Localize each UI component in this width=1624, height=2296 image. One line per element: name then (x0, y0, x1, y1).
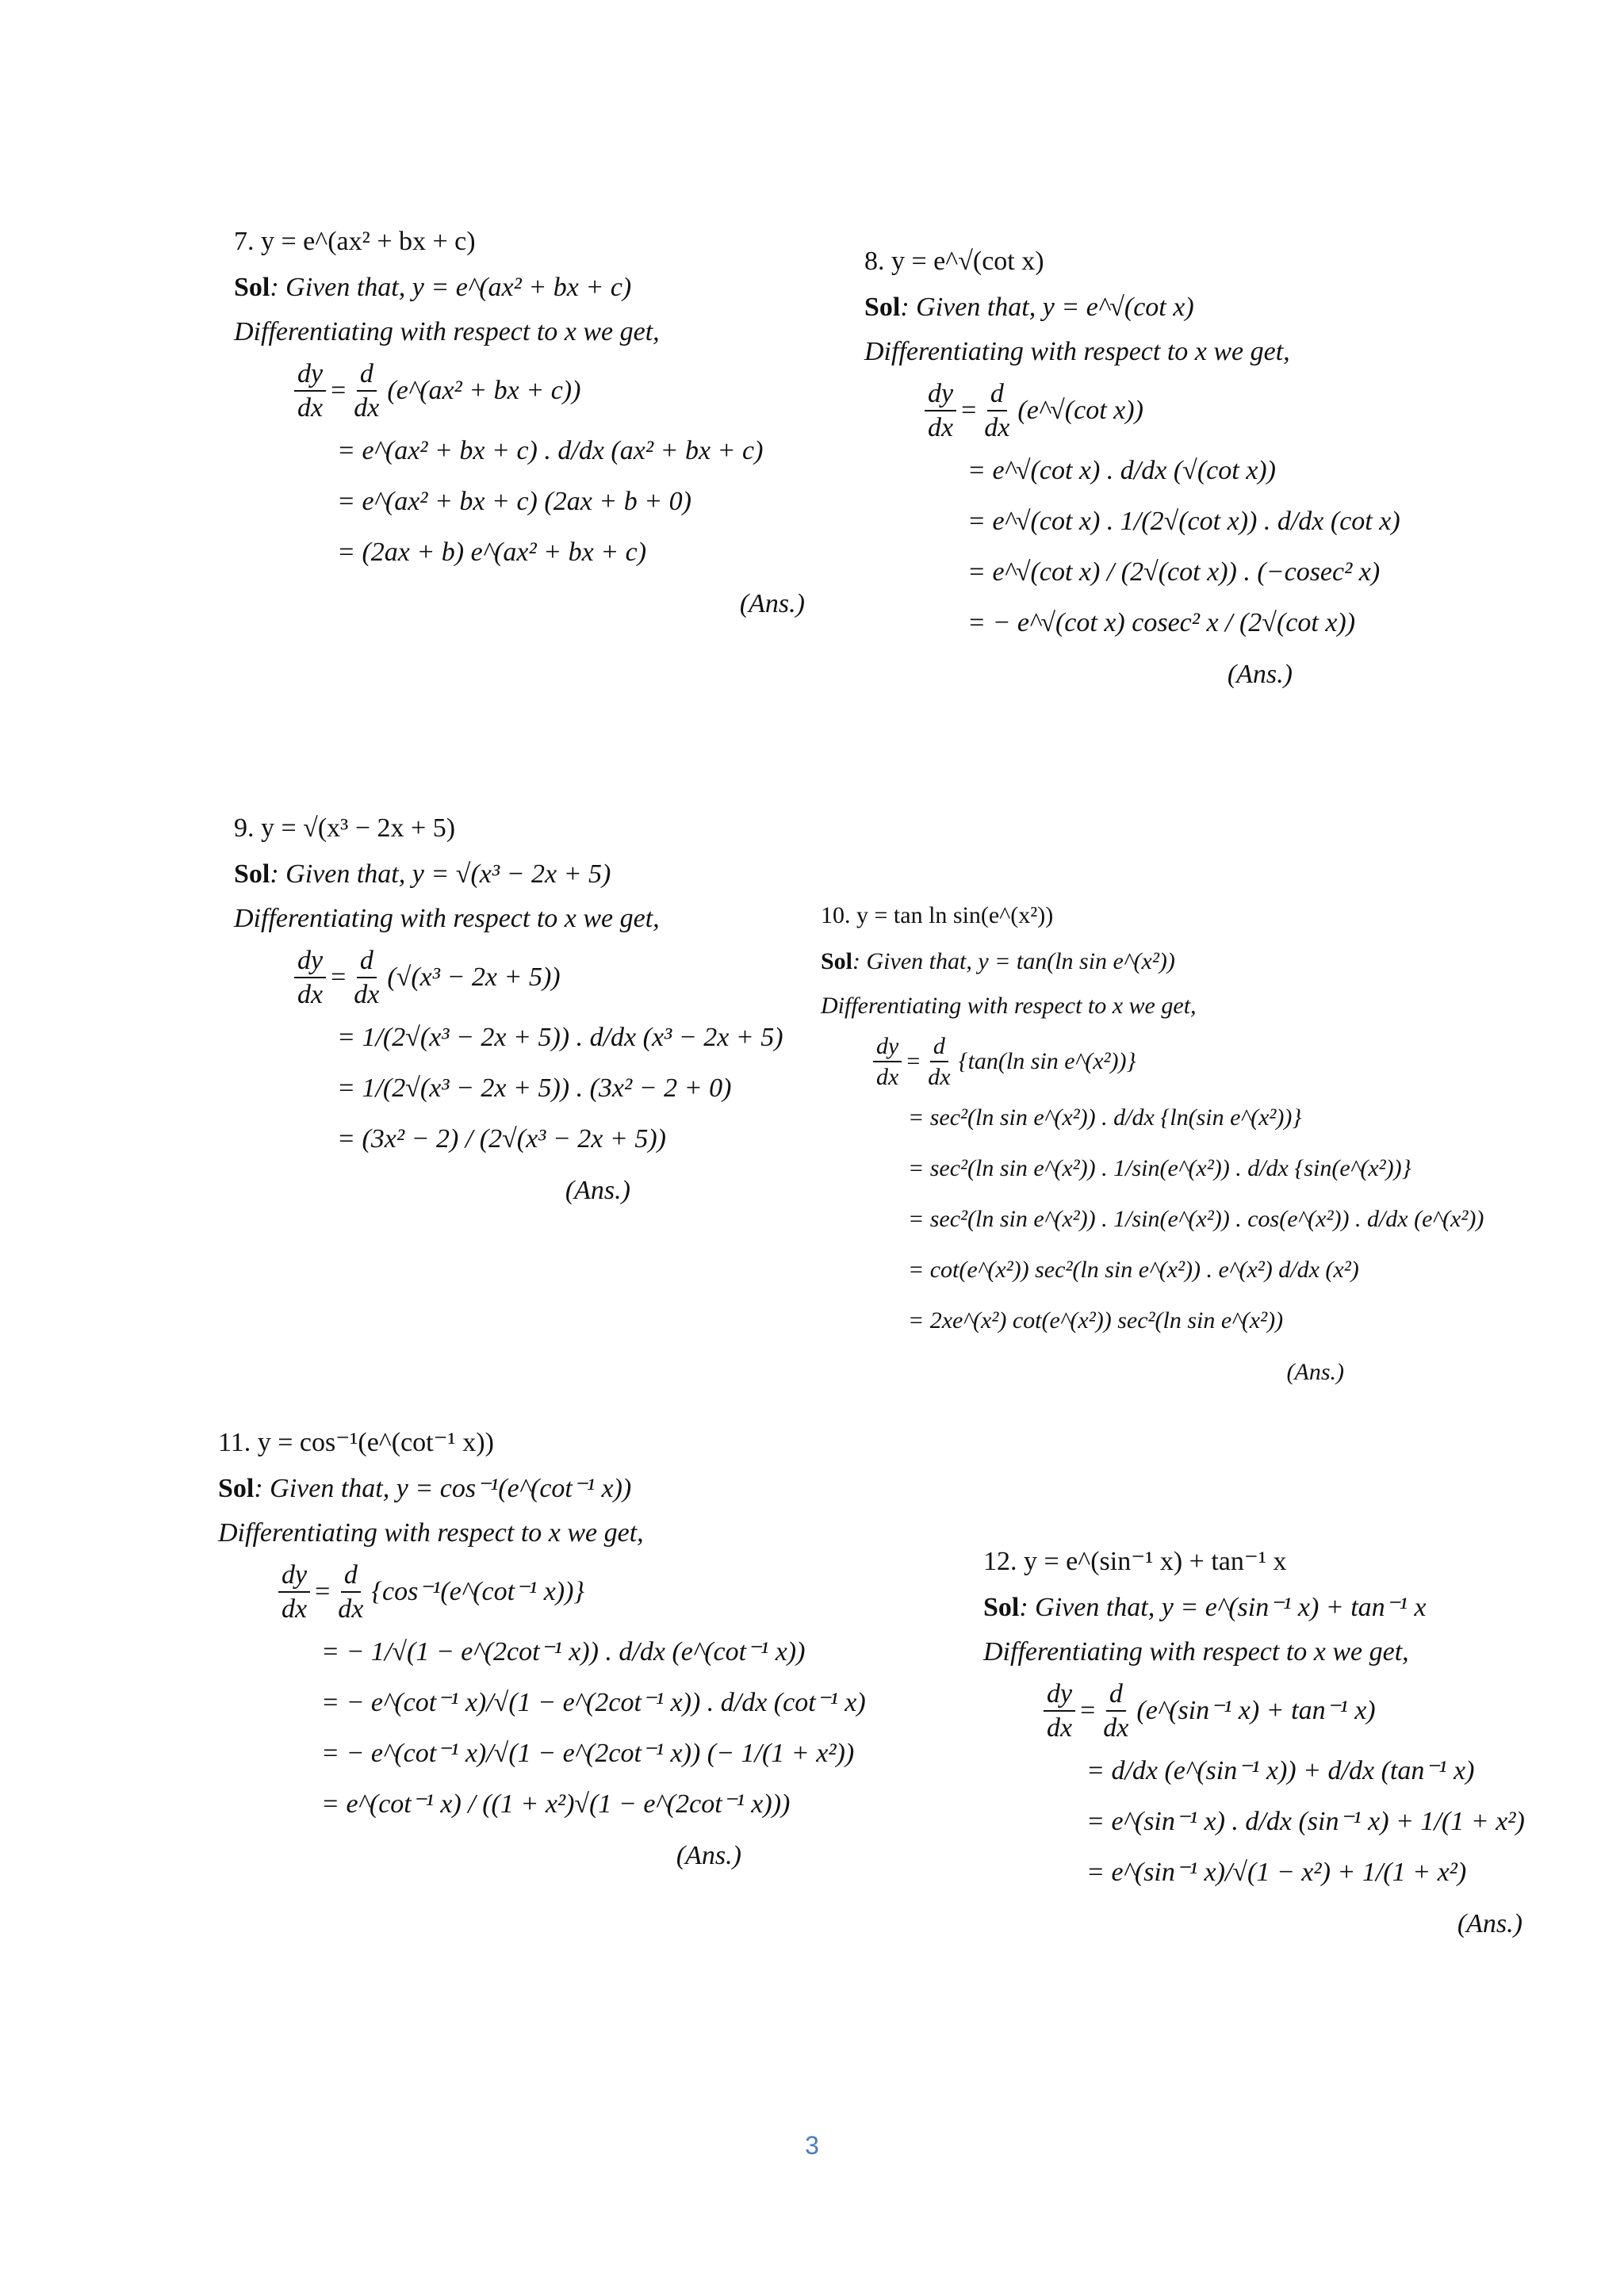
step: = cot(e^(x²)) sec²(ln sin e^(x²)) . e^(x²) d/dx (x²) (908, 1257, 1359, 1284)
first-argument: {tan(ln sin e^(x²))} (958, 1048, 1136, 1075)
problem-11 (218, 1419, 866, 1880)
problem-10-given (821, 939, 1439, 984)
step-first: $\frac{dy}{dx}$ = $\frac{d}{dx}$ (√(x³ − 2x + 5)) (234, 946, 837, 1010)
problem-12-given (983, 1586, 1554, 1630)
sol-label: Sol (234, 272, 270, 302)
d-dx-fraction: $\frac{d}{dx}$ (984, 379, 1010, 443)
differentiating-text: Differentiating with respect to x we get, (821, 993, 1197, 1020)
step: = e^√(cot x) . 1/(2√(cot x)) . d/dx (cot x) (967, 506, 1400, 536)
sol-label: Sol (821, 948, 853, 975)
problem-10-header: 10. y = tan ln sin(e^(x²)) (821, 902, 1054, 929)
dy-dx-fraction: $\frac{dy}{dx}$ (1044, 1679, 1075, 1743)
dy-dx-fraction: $\frac{dy}{dx}$ (294, 946, 326, 1010)
first-argument: (e^(sin⁻¹ x) + tan⁻¹ x) (1136, 1696, 1376, 1726)
problem-11-given (218, 1467, 852, 1511)
step-first: $\frac{dy}{dx}$ = $\frac{d}{dx}$ {cos⁻¹(e^(cot⁻¹ x))} (218, 1560, 852, 1624)
d-dx-fraction: $\frac{d}{dx}$ (928, 1033, 951, 1090)
differentiating-text: Differentiating with respect to x we get, (234, 316, 660, 346)
ans-label: (Ans.) (1457, 1908, 1522, 1938)
step: = e^(ax² + bx + c) (2ax + b + 0) (337, 486, 691, 516)
step: = − e^√(cot x) cosec² x / (2√(cot x)) (967, 607, 1356, 637)
given-label: : Given that, (852, 948, 972, 975)
step: = e^√(cot x) . d/dx (√(cot x)) (967, 455, 1276, 485)
step: = 1/(2√(x³ − 2x + 5)) . d/dx (x³ − 2x + 5) (337, 1022, 783, 1052)
differentiating-text: Differentiating with respect to x we get, (983, 1636, 1409, 1667)
given-expression: y = cos⁻¹(e^(cot⁻¹ x)) (396, 1473, 632, 1503)
given-expression: y = tan(ln sin e^(x²)) (978, 948, 1175, 975)
step: = 1/(2√(x³ − 2x + 5)) . (3x² − 2 + 0) (337, 1073, 732, 1103)
given-label: : Given that, (270, 859, 406, 889)
first-argument: (e^(ax² + bx + c)) (387, 376, 581, 406)
page-number: 3 (805, 2131, 819, 2160)
given-label: : Given that, (270, 272, 406, 302)
step: = e^(sin⁻¹ x) . d/dx (sin⁻¹ x) + 1/(1 + x²) (1086, 1806, 1525, 1836)
dy-dx-fraction: $\frac{dy}{dx}$ (873, 1033, 902, 1090)
step-first: $\frac{dy}{dx}$ = $\frac{d}{dx}$ (e^√(cot x)) (864, 379, 1419, 443)
step: = − 1/√(1 − e^(2cot⁻¹ x)) . d/dx (e^(cot⁻¹ x)) (321, 1636, 806, 1667)
step: = − e^(cot⁻¹ x)/√(1 − e^(2cot⁻¹ x)) . d/dx (cot⁻¹ x) (321, 1687, 866, 1717)
ans-label: (Ans.) (739, 588, 805, 618)
step: = e^√(cot x) / (2√(cot x)) . (−cosec² x) (967, 557, 1381, 587)
step: = 2xe^(x²) cot(e^(x²)) sec²(ln sin e^(x²)) (908, 1307, 1284, 1334)
d-dx-fraction: $\frac{d}{dx}$ (354, 359, 380, 423)
problem-7-given (234, 266, 837, 310)
problem-7 (234, 218, 837, 628)
step: = e^(ax² + bx + c) . d/dx (ax² + bx + c) (337, 435, 764, 465)
sol-label: Sol (234, 859, 270, 889)
dy-dx-fraction: $\frac{dy}{dx}$ (294, 359, 326, 423)
step: = (2ax + b) e^(ax² + bx + c) (337, 537, 647, 567)
differentiating-text: Differentiating with respect to x we get, (864, 336, 1290, 366)
problem-9-given (234, 852, 837, 897)
problem-11-header: 11. y = cos⁻¹(e^(cot⁻¹ x)) (218, 1427, 494, 1457)
step-first: $\frac{dy}{dx}$ = $\frac{d}{dx}$ (e^(sin⁻¹ x) + tan⁻¹ x) (983, 1679, 1554, 1743)
d-dx-fraction: $\frac{d}{dx}$ (338, 1560, 364, 1624)
given-expression: y = e^√(cot x) (1042, 292, 1194, 322)
given-label: : Given that, (254, 1473, 390, 1503)
step: = d/dx (e^(sin⁻¹ x)) + d/dx (tan⁻¹ x) (1086, 1755, 1475, 1785)
problem-12 (983, 1538, 1554, 1948)
given-label: : Given that, (1019, 1592, 1155, 1622)
step-first: $\frac{dy}{dx}$ = $\frac{d}{dx}$ {tan(ln sin e^(x²))} (821, 1033, 1439, 1090)
problem-12-header: 12. y = e^(sin⁻¹ x) + tan⁻¹ x (983, 1546, 1287, 1576)
given-expression: y = √(x³ − 2x + 5) (412, 859, 611, 889)
sol-label: Sol (864, 292, 901, 322)
problem-9 (234, 805, 837, 1215)
step: = e^(sin⁻¹ x)/√(1 − x²) + 1/(1 + x²) (1086, 1857, 1467, 1887)
differentiating-text: Differentiating with respect to x we get, (234, 903, 660, 933)
step: = sec²(ln sin e^(x²)) . d/dx {ln(sin e^(x²))} (908, 1104, 1302, 1131)
ans-label: (Ans.) (1227, 659, 1293, 689)
problem-8-header: 8. y = e^√(cot x) (864, 246, 1044, 276)
step-first: $\frac{dy}{dx}$ = $\frac{d}{dx}$ (e^(ax² + bx + c)) (234, 359, 837, 423)
given-expression: y = e^(sin⁻¹ x) + tan⁻¹ x (1161, 1592, 1427, 1622)
d-dx-fraction: $\frac{d}{dx}$ (354, 946, 380, 1010)
dy-dx-fraction: $\frac{dy}{dx}$ (925, 379, 956, 443)
problem-8-given (864, 285, 1419, 330)
step: = sec²(ln sin e^(x²)) . 1/sin(e^(x²)) . cos(e^(x²)) . d/dx (e^(x²)) (908, 1206, 1484, 1233)
sol-label: Sol (218, 1473, 255, 1503)
step: = (3x² − 2) / (2√(x³ − 2x + 5)) (337, 1123, 666, 1154)
sol-label: Sol (983, 1592, 1020, 1622)
step: = sec²(ln sin e^(x²)) . 1/sin(e^(x²)) . d/dx {sin(e^(x²))} (908, 1155, 1411, 1182)
step: = e^(cot⁻¹ x) / ((1 + x²)√(1 − e^(2cot⁻¹ x))) (321, 1789, 791, 1819)
first-argument: {cos⁻¹(e^(cot⁻¹ x))} (371, 1577, 585, 1607)
problem-8 (864, 238, 1419, 698)
given-label: : Given that, (900, 292, 1036, 322)
first-argument: (√(x³ − 2x + 5)) (387, 962, 561, 993)
first-argument: (e^√(cot x)) (1017, 396, 1143, 426)
dy-dx-fraction: $\frac{dy}{dx}$ (278, 1560, 310, 1624)
d-dx-fraction: $\frac{d}{dx}$ (1103, 1679, 1129, 1743)
step: = − e^(cot⁻¹ x)/√(1 − e^(2cot⁻¹ x)) (− 1/(1 + x²)) (321, 1738, 855, 1768)
problem-7-header: 7. y = e^(ax² + bx + c) (234, 226, 476, 256)
differentiating-text: Differentiating with respect to x we get, (218, 1517, 644, 1548)
ans-label: (Ans.) (676, 1840, 741, 1870)
ans-label: (Ans.) (1286, 1359, 1344, 1385)
ans-label: (Ans.) (565, 1175, 630, 1205)
given-expression: y = e^(ax² + bx + c) (412, 272, 632, 302)
problem-9-header: 9. y = √(x³ − 2x + 5) (234, 813, 456, 843)
problem-10 (821, 892, 1484, 1396)
